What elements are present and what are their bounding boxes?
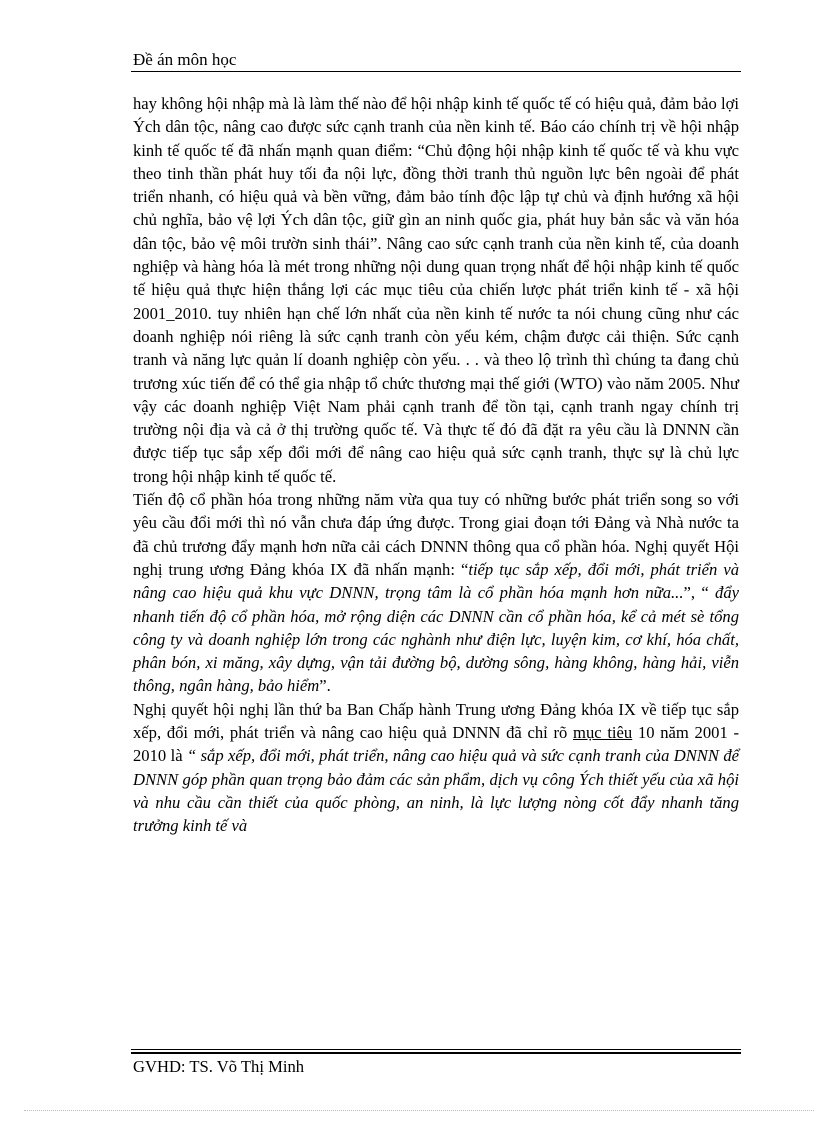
paragraph-2-text-a: Tiến độ cổ phần hóa trong những năm vừa qua tuy có những bước phát triển song so với yêu cầu đổi mới thì nó vẫn chưa đáp ứng được. Trong giai đoạn tới Đảng và Nhà nước ta đã chủ trương đẩy mạnh hơn nữa cải cách DNNN thông qua cổ phần hóa. Nghị quyết Hội nghị trung ương Đảng khóa IX đã nhấn mạnh: “	[133, 490, 739, 579]
paragraph-2-text-c: ”.	[319, 676, 331, 696]
paragraph-3-text-a: Nghị quyết hội nghị lần thứ ba Ban Chấp hành Trung ương Đảng khóa IX về tiếp tục sắp xếp, đổi mới, phát triển và nâng cao hiệu quả DNNN đã chỉ rõ	[133, 699, 739, 743]
paragraph-3-quote: “ sắp xếp, đổi mới, phát triển, nâng cao hiệu quả và sức cạnh tranh của DNNN để DNNN góp phần quan trọng bảo đảm các sản phẩm, dịch vụ công Ých thiết yếu của xã hội và nhu cầu cần thiết của quốc phòng, an ninh, là lực lượng nòng cốt đẩy nhanh tăng trưởng kinh tế và	[133, 746, 739, 836]
header-title: Đề án môn học	[133, 50, 237, 69]
footer-supervisor: GVHD: TS. Võ Thị Minh	[133, 1057, 305, 1076]
footer-rule-thick	[131, 1052, 741, 1054]
paragraph-2	[133, 488, 739, 698]
paragraph-2-quote-1: tiếp tục sắp xếp, đổi mới, phát triển và nâng cao hiệu quả khu vực DNNN, trọng tâm là cổ phần hóa mạnh hơn nữa...	[133, 559, 739, 603]
paragraph-3-underlined: mục tiêu	[573, 723, 633, 743]
paragraph-1: hay không hội nhập mà là làm thế nào để hội nhập kinh tế quốc tế có hiệu quả, đảm bảo lợi Ých dân tộc, nâng cao được sức cạnh tranh của nền kinh tế. Báo cáo chính trị về hội nhập kinh tế quốc tế đã nhấn mạnh quan điểm: “Chủ động hội nhập kinh tế quốc tế và khu vực theo tinh thần phát huy tối đa nội lực, đồng thời tranh thủ nguồn lực bên ngoài để phát triển nhanh, có hiệu quả và bền vững, đảm bảo tính độc lập tự chủ và định hướng xã hội chủ nghĩa, bảo vệ lợi Ých dân tộc, giữ gìn an ninh quốc gia, phát huy bản sắc và văn hóa dân tộc, bảo vệ môi trườn sinh thái”. Nâng cao sức cạnh tranh của nền kinh tế, của doanh nghiệp và hàng hóa là mét trong những nội dung quan trọng nhất để hội nhập kinh tế quốc tế hiệu quả thực hiện thắng lợi các mục tiêu của chiến lược phát triển kinh tế - xã hội 2001_2010. tuy nhiên hạn chế lớn nhất của nền kinh tế nước ta nói chung cũng như các doanh nghiệp nói riêng là sức cạnh tranh còn yếu kém, chậm được cải thiện. Sức cạnh tranh và năng lực quản lí doanh nghiệp còn yếu. . . và theo lộ trình thì chúng ta đang chủ trương xúc tiến để có thể gia nhập tổ chức thương mại thế giới (WTO) vào năm 2005. Như vậy các doanh nghiệp Việt Nam phải cạnh tranh để tồn tại, cạnh tranh ngay chính trị trường nội địa và cả ở thị trường quốc tế. Và thực tế đó đã đặt ra yêu cầu là DNNN cần được tiếp tục sắp xếp đổi mới để nâng cao hiệu quả sức cạnh tranh, thực sự là chủ lực trong hội nhập kinh tế quốc tế.	[133, 94, 739, 486]
paragraph-3-text-b: 10 năm 2001 - 2010 là	[133, 723, 739, 766]
header-rule	[131, 71, 741, 72]
paragraph-2-quote-2: đẩy nhanh tiến độ cổ phần hóa, mở rộng diện các DNNN cần cổ phần hóa, kể cả mét sè tổng công ty và doanh nghiệp lớn trong các nghành như điện lực, luyện kim, cơ khí, hóa chất, phân bón, xi măng, xây dựng, vận tải đường bộ, dường sông, hàng không, hàng hải, viễn thông, ngân hàng, bảo hiểm	[133, 583, 739, 696]
paragraph-2-text-b: ”, “	[683, 583, 716, 603]
page-bottom-edge	[24, 1110, 814, 1111]
paragraph-3	[133, 698, 739, 838]
body-text	[133, 92, 739, 838]
footer-rule	[131, 1049, 741, 1050]
